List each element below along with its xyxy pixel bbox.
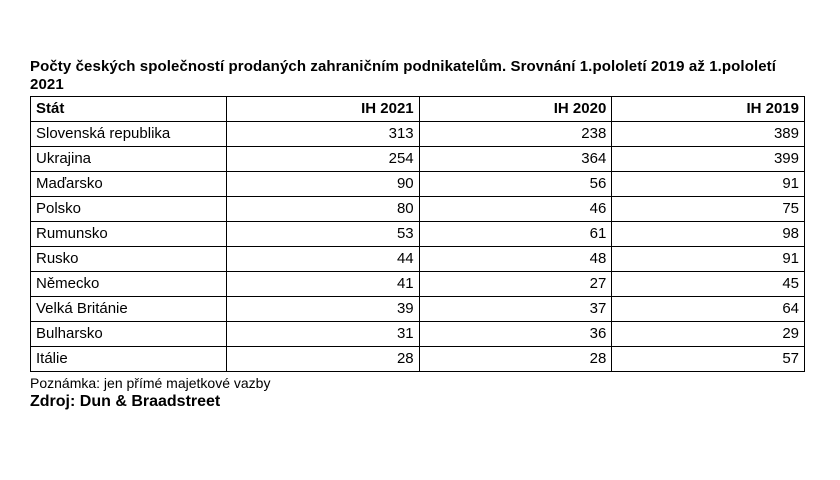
- cell-h2019: 45: [612, 272, 805, 297]
- cell-h2021: 254: [227, 147, 420, 172]
- cell-h2019: 399: [612, 147, 805, 172]
- cell-h2021: 80: [227, 197, 420, 222]
- cell-h2020: 27: [419, 272, 612, 297]
- table-note: Poznámka: jen přímé majetkové vazby: [30, 375, 271, 391]
- cell-state: Bulharsko: [31, 322, 227, 347]
- cell-h2020: 48: [419, 247, 612, 272]
- cell-h2020: 61: [419, 222, 612, 247]
- header-state: Stát: [31, 97, 227, 122]
- cell-h2021: 28: [227, 347, 420, 372]
- header-h2021: IH 2021: [227, 97, 420, 122]
- cell-h2021: 313: [227, 122, 420, 147]
- cell-state: Polsko: [31, 197, 227, 222]
- table-row: [31, 347, 805, 372]
- cell-h2021: 41: [227, 272, 420, 297]
- table-row: [31, 272, 805, 297]
- table-title: Počty českých společností prodaných zahraničním podnikatelům. Srovnání 1.pololetí 2019 až 1.pololetí 2021: [30, 58, 777, 93]
- data-table: [30, 96, 805, 372]
- table-row: [31, 297, 805, 322]
- header-h2020: IH 2020: [419, 97, 612, 122]
- cell-h2019: 75: [612, 197, 805, 222]
- cell-state: Velká Británie: [31, 297, 227, 322]
- table-row: [31, 147, 805, 172]
- cell-state: Rumunsko: [31, 222, 227, 247]
- cell-h2021: 53: [227, 222, 420, 247]
- cell-h2020: 238: [419, 122, 612, 147]
- cell-h2020: 364: [419, 147, 612, 172]
- table-source: Zdroj: Dun & Braadstreet: [30, 393, 221, 410]
- cell-h2019: 91: [612, 172, 805, 197]
- cell-h2020: 56: [419, 172, 612, 197]
- table-row: [31, 197, 805, 222]
- header-h2019: IH 2019: [612, 97, 805, 122]
- cell-h2021: 90: [227, 172, 420, 197]
- cell-state: Slovenská republika: [31, 122, 227, 147]
- cell-h2021: 44: [227, 247, 420, 272]
- cell-h2021: 39: [227, 297, 420, 322]
- table-header-row: [31, 97, 805, 122]
- cell-state: Německo: [31, 272, 227, 297]
- cell-h2019: 91: [612, 247, 805, 272]
- cell-state: Ukrajina: [31, 147, 227, 172]
- table-row: [31, 222, 805, 247]
- table-row: [31, 322, 805, 347]
- cell-h2020: 28: [419, 347, 612, 372]
- cell-h2021: 31: [227, 322, 420, 347]
- cell-h2019: 29: [612, 322, 805, 347]
- cell-state: Itálie: [31, 347, 227, 372]
- table-row: [31, 122, 805, 147]
- cell-state: Rusko: [31, 247, 227, 272]
- cell-h2019: 98: [612, 222, 805, 247]
- cell-h2019: 389: [612, 122, 805, 147]
- cell-h2020: 37: [419, 297, 612, 322]
- table-row: [31, 172, 805, 197]
- table-figure: [30, 58, 805, 412]
- cell-h2019: 57: [612, 347, 805, 372]
- cell-state: Maďarsko: [31, 172, 227, 197]
- cell-h2020: 36: [419, 322, 612, 347]
- table-row: [31, 247, 805, 272]
- cell-h2019: 64: [612, 297, 805, 322]
- cell-h2020: 46: [419, 197, 612, 222]
